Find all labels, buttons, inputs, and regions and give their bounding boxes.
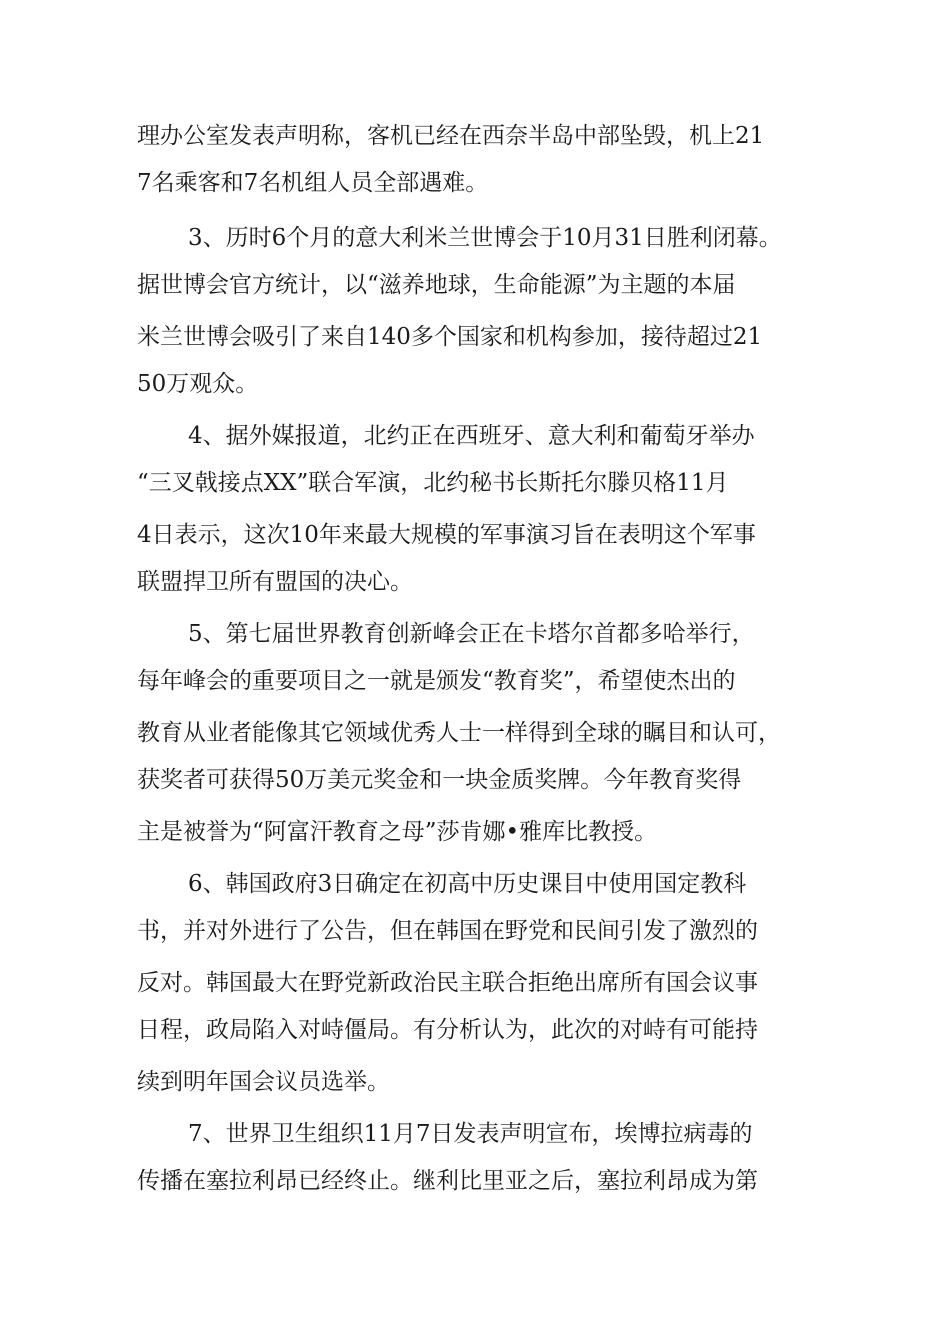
text-line: 50万观众。 bbox=[137, 371, 259, 397]
text-line: 4日表示，这次10年来最大规模的军事演习旨在表明这个军事 bbox=[137, 522, 756, 548]
text-line: 联盟捍卫所有盟国的决心。 bbox=[137, 569, 413, 595]
text-line: 反对。韩国最大在野党新政治民主联合拒绝出席所有国会议事 bbox=[137, 970, 758, 996]
text-line: 据世博会官方统计，以“滋养地球，生命能源”为主题的本届 bbox=[137, 272, 736, 298]
text-line: 书，并对外进行了公告，但在韩国在野党和民间引发了激烈的 bbox=[137, 918, 758, 944]
text-line: 米兰世博会吸引了来自140多个国家和机构参加，接待超过21 bbox=[137, 324, 763, 350]
text-line: 每年峰会的重要项目之一就是颁发“教育奖”，希望使杰出的 bbox=[137, 668, 736, 694]
text-line: 7名乘客和7名机组人员全部遇难。 bbox=[137, 170, 489, 196]
text-line: 续到明年国会议员选举。 bbox=[137, 1069, 390, 1095]
paragraph-6-start: 6、韩国政府3日确定在初高中历史课目中使用国定教科 bbox=[188, 871, 747, 897]
paragraph-4-start: 4、据外媒报道，北约正在西班牙、意大利和葡萄牙举办 bbox=[188, 423, 755, 449]
text-line: 教育从业者能像其它领域优秀人士一样得到全球的瞩目和认可， bbox=[137, 720, 781, 746]
text-line: “三叉戟接点XX”联合军演，北约秘书长斯托尔滕贝格11月 bbox=[137, 470, 729, 496]
paragraph-5-start: 5、第七届世界教育创新峰会正在卡塔尔首都多哈举行， bbox=[188, 621, 755, 647]
text-line: 主是被誉为“阿富汗教育之母”莎肯娜•雅库比教授。 bbox=[137, 819, 658, 845]
paragraph-3-start: 3、历时6个月的意大利米兰世博会于10月31日胜利闭幕。 bbox=[188, 225, 782, 251]
text-line: 日程，政局陷入对峙僵局。有分析认为，此次的对峙有可能持 bbox=[137, 1017, 758, 1043]
text-line: 传播在塞拉利昂已经终止。继利比里亚之后，塞拉利昂成为第 bbox=[137, 1168, 758, 1194]
text-line: 获奖者可获得50万美元奖金和一块金质奖牌。今年教育奖得 bbox=[137, 767, 742, 793]
text-line: 理办公室发表声明称，客机已经在西奈半岛中部坠毁，机上21 bbox=[137, 123, 765, 149]
paragraph-7-start: 7、世界卫生组织11月7日发表声明宣布，埃博拉病毒的 bbox=[188, 1121, 753, 1147]
